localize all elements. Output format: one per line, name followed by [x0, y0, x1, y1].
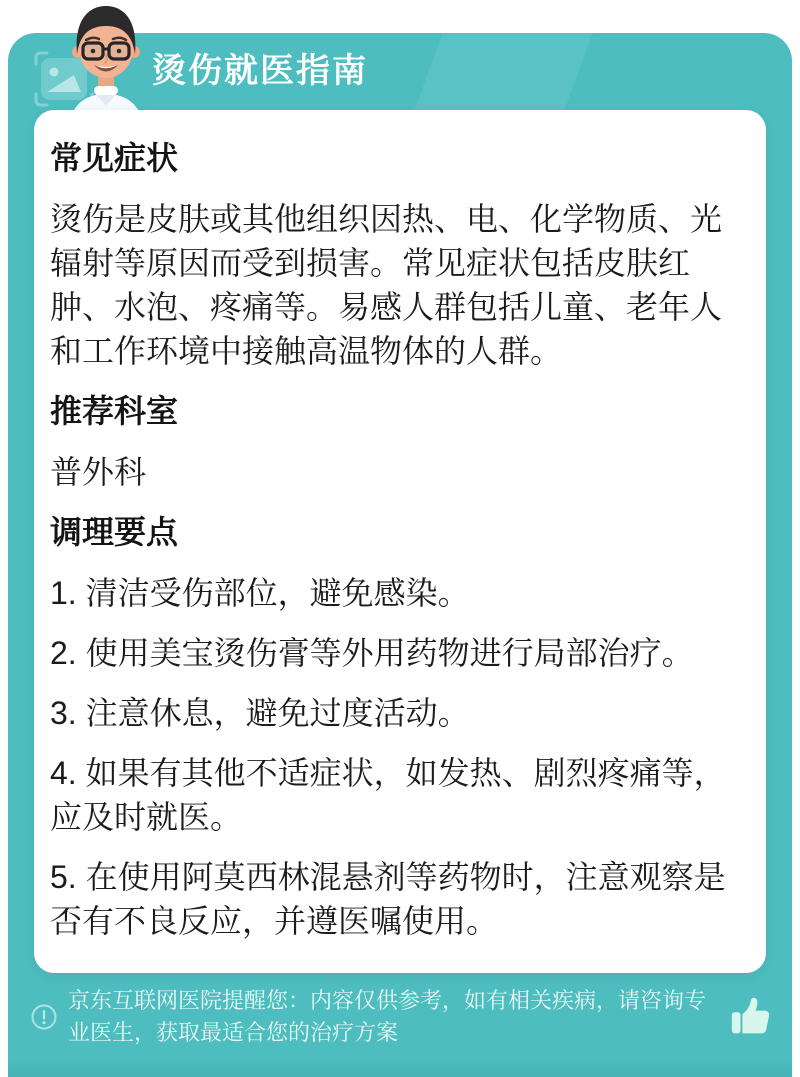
care-point-item: 5. 在使用阿莫西林混悬剂等药物时，注意观察是否有不良反应，并遵医嘱使用。 [50, 859, 726, 939]
section-paragraph: 普外科 [50, 454, 147, 490]
section-heading: 调理要点 [50, 514, 179, 550]
section-heading: 推荐科室 [50, 393, 179, 429]
care-point-item: 1. 清洁受伤部位，避免感染。 [50, 575, 470, 611]
thumbs-up-icon[interactable] [728, 994, 772, 1040]
info-circle-icon [30, 1003, 58, 1031]
care-point-item: 2. 使用美宝烫伤膏等外用药物进行局部治疗。 [50, 635, 694, 671]
sections [50, 136, 748, 943]
page-title: 烫伤就医指南 [152, 52, 368, 90]
section-paragraph: 烫伤是皮肤或其他组织因热、电、化学物质、光辐射等原因而受到损害。常见症状包括皮肤红肿、水泡、疼痛等。易感人群包括儿童、老年人和工作环境中接触高温物体的人群。 [50, 201, 723, 369]
footer [30, 985, 772, 1049]
care-point-item: 4. 如果有其他不适症状，如发热、剧烈疼痛等，应及时就医。 [50, 755, 726, 835]
section-heading: 常见症状 [50, 140, 179, 176]
teal-background-sheet [8, 33, 792, 1077]
care-point-item: 3. 注意休息，避免过度活动。 [50, 695, 470, 731]
content-card [34, 110, 766, 973]
disclaimer-text: 京东互联网医院提醒您：内容仅供参考，如有相关疾病，请咨询专业医生，获取最适合您的治疗方案 [68, 988, 707, 1045]
header-sheen [410, 33, 596, 110]
